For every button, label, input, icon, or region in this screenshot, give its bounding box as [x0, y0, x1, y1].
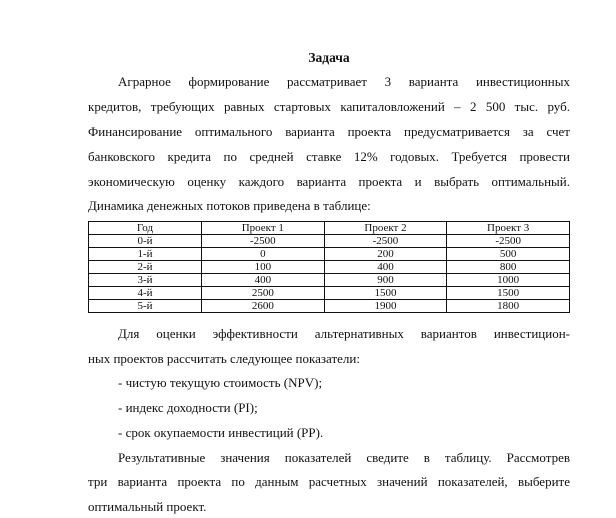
table-cell: 2500 [202, 287, 325, 300]
table-cell: -2500 [202, 235, 325, 248]
conclusion-line: три варианта проекта по данным расчетных значений показателей, выберите [88, 474, 570, 489]
intro-line: Аграрное формирование рассматривает 3 варианта инвестиционных [118, 74, 570, 89]
table-cell: 500 [447, 248, 570, 261]
table-row [89, 235, 570, 248]
table-cell-year: 1-й [89, 248, 202, 261]
body-line: Для оценки эффективности альтернативных вариантов инвестицион- [118, 326, 570, 341]
column-header-project-3: Проект 3 [447, 222, 570, 235]
table-cell: 800 [447, 261, 570, 274]
intro-line: Финансирование оптимального варианта проекта предусматривается за счет [88, 124, 570, 139]
table-cell-year: 3-й [89, 274, 202, 287]
conclusion-line: Результативные значения показателей сведите в таблицу. Рассмотрев [118, 450, 570, 465]
table-cell: 400 [324, 261, 447, 274]
table-cell-year: 5-й [89, 300, 202, 313]
table-cell: 1000 [447, 274, 570, 287]
table-row [89, 248, 570, 261]
table-cell: 2600 [202, 300, 325, 313]
list-item: - срок окупаемости инвестиций (PP). [118, 425, 324, 440]
table-cell: 1500 [324, 287, 447, 300]
conclusion-line: оптимальный проект. [88, 499, 207, 514]
body-line: ных проектов рассчитать следующее показатели: [88, 351, 360, 366]
table-cell: 1500 [447, 287, 570, 300]
document-title: Задача [308, 50, 350, 65]
table-cell-year: 0-й [89, 235, 202, 248]
column-header-project-2: Проект 2 [324, 222, 447, 235]
cash-flow-table [88, 221, 570, 313]
table-cell: -2500 [324, 235, 447, 248]
table-cell: 400 [202, 274, 325, 287]
intro-line: Динамика денежных потоков приведена в таблице: [88, 198, 371, 213]
table-cell: 900 [324, 274, 447, 287]
table-cell: 100 [202, 261, 325, 274]
intro-line: кредитов, требующих равных стартовых капиталовложений – 2 500 тыс. руб. [88, 99, 570, 114]
table-row [89, 300, 570, 313]
table-header-row [89, 222, 570, 235]
table-row [89, 287, 570, 300]
table-cell-year: 2-й [89, 261, 202, 274]
table-cell: 1900 [324, 300, 447, 313]
list-item: - чистую текущую стоимость (NPV); [118, 375, 323, 390]
table-cell: 1800 [447, 300, 570, 313]
column-header-project-1: Проект 1 [202, 222, 325, 235]
table-row [89, 274, 570, 287]
column-header-year: Год [89, 222, 202, 235]
list-item: - индекс доходности (PI); [118, 400, 258, 415]
table-cell: 200 [324, 248, 447, 261]
table-cell: 0 [202, 248, 325, 261]
intro-line: банковского кредита по средней ставке 12% годовых. Требуется провести [88, 149, 570, 164]
intro-line: экономическую оценку каждого варианта проекта и выбрать оптимальный. [88, 174, 570, 189]
table-cell-year: 4-й [89, 287, 202, 300]
table-cell: -2500 [447, 235, 570, 248]
table-row [89, 261, 570, 274]
